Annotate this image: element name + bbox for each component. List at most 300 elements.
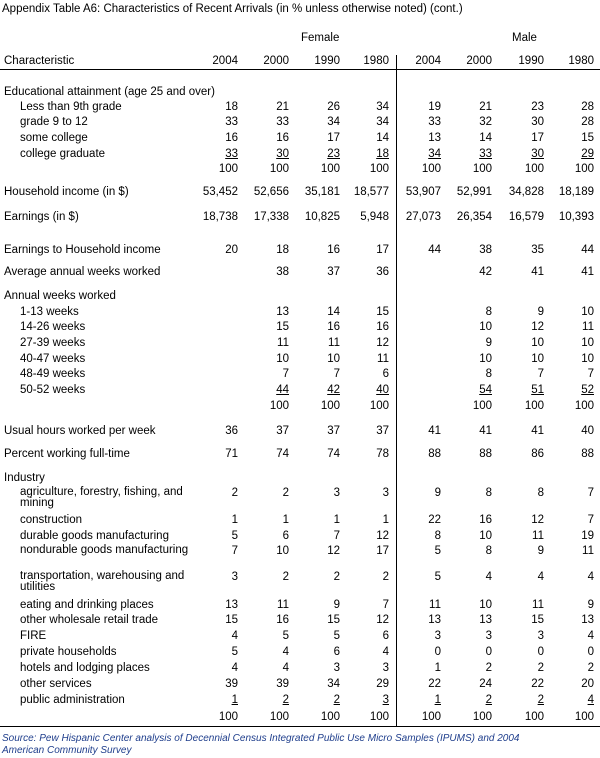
table-cell: 14 [376, 132, 389, 144]
table-cell: 9 [587, 599, 594, 611]
column-header-year: 1980 [568, 55, 594, 67]
table-cell: 2 [282, 571, 289, 583]
table-cell: 14 [479, 132, 492, 144]
table-cell: 16 [327, 244, 340, 256]
table-cell: 15 [225, 614, 238, 626]
table-cell: 17,338 [253, 211, 289, 223]
table-cell: 18,189 [558, 186, 594, 198]
table-cell: 100 [472, 163, 492, 175]
table-cell: 42 [327, 384, 340, 396]
table-cell: 2 [485, 662, 492, 674]
table-cell: 10 [479, 530, 492, 542]
source-note: Source: Pew Hispanic Center analysis of Decennial Census Integrated Public Use Micro Samples (IPUMS) and 2004 American Community Survey [2, 733, 520, 756]
table-row [0, 514, 600, 528]
table-row [0, 368, 600, 382]
row-label: eating and drinking places [20, 599, 154, 611]
table-cell: 86 [531, 448, 544, 460]
table-cell: 100 [369, 400, 389, 412]
table-row [0, 148, 600, 162]
table-cell: 100 [524, 163, 544, 175]
table-cell: 71 [225, 448, 238, 460]
table-cell: 12 [376, 614, 389, 626]
table-cell: 38 [479, 244, 492, 256]
table-cell: 8 [434, 530, 441, 542]
table-cell: 24 [479, 678, 492, 690]
table-cell: 20 [225, 244, 238, 256]
table-cell: 39 [225, 678, 238, 690]
table-row [0, 211, 600, 225]
table-cell: 53,452 [202, 186, 238, 198]
table-cell: 34,828 [508, 186, 544, 198]
table-cell: 33 [276, 116, 289, 128]
table-row [0, 530, 600, 544]
table-cell: 30 [276, 148, 289, 160]
table-cell: 10 [479, 599, 492, 611]
table-cell: 37 [276, 425, 289, 437]
table-cell: 5 [231, 646, 238, 658]
table-cell: 3 [231, 571, 238, 583]
table-cell: 8 [485, 545, 492, 557]
table-cell: 11 [582, 545, 594, 557]
table-cell: 4 [587, 694, 594, 706]
table-row [0, 662, 600, 676]
table-cell: 100 [472, 711, 492, 723]
table-cell: 33 [479, 148, 492, 160]
table-row [0, 186, 600, 200]
table-row [0, 448, 600, 462]
table-cell: 6 [382, 368, 389, 380]
table-cell: 10 [581, 353, 594, 365]
table-row [0, 132, 600, 146]
table-cell: 10 [581, 337, 594, 349]
table-cell: 4 [231, 662, 238, 674]
table-cell: 44 [276, 384, 289, 396]
table-cell: 4 [231, 630, 238, 642]
row-label: Annual weeks worked [4, 290, 116, 302]
table-cell: 37 [327, 425, 340, 437]
row-label: 50-52 weeks [20, 384, 86, 396]
table-cell: 10 [327, 353, 340, 365]
table-cell: 29 [581, 148, 594, 160]
row-label: Earnings (in $) [4, 211, 79, 223]
table-cell: 10 [276, 353, 289, 365]
table-cell: 33 [225, 148, 238, 160]
table-cell: 7 [587, 487, 594, 499]
table-cell: 100 [421, 163, 441, 175]
table-cell: 0 [485, 646, 492, 658]
table-cell: 28 [581, 116, 594, 128]
table-cell: 15 [581, 132, 594, 144]
table-cell: 3 [382, 662, 389, 674]
row-label: transportation, warehousing and utilities [20, 570, 185, 593]
table-cell: 1 [382, 514, 389, 526]
table-cell: 8 [537, 487, 544, 499]
table-cell: 100 [574, 711, 594, 723]
table-cell: 4 [282, 646, 289, 658]
table-cell: 2 [333, 694, 340, 706]
table-cell: 10 [531, 337, 544, 349]
table-cell: 13 [428, 614, 441, 626]
table-cell: 18,577 [353, 186, 389, 198]
table-cell: 100 [269, 400, 289, 412]
row-label: public administration [20, 694, 125, 706]
table-cell: 12 [376, 337, 389, 349]
column-header-year: 2000 [263, 55, 289, 67]
table-cell: 11 [377, 353, 389, 365]
table-row [0, 321, 600, 335]
table-cell: 19 [581, 530, 594, 542]
table-cell: 11 [582, 321, 594, 333]
table-cell: 9 [333, 599, 340, 611]
row-label: Earnings to Household income [4, 244, 161, 256]
table-cell: 4 [382, 646, 389, 658]
table-cell: 51 [531, 384, 544, 396]
table-cell: 11 [277, 337, 289, 349]
table-cell: 19 [428, 101, 441, 113]
table-cell: 74 [276, 448, 289, 460]
table-cell: 39 [276, 678, 289, 690]
table-cell: 4 [485, 571, 492, 583]
table-cell: 100 [524, 711, 544, 723]
table-row [0, 472, 600, 486]
table-cell: 12 [531, 321, 544, 333]
table-cell: 35 [531, 244, 544, 256]
table-row [0, 694, 600, 708]
table-cell: 100 [574, 400, 594, 412]
table-cell: 18 [376, 148, 389, 160]
table-cell: 100 [472, 400, 492, 412]
table-cell: 5 [282, 630, 289, 642]
table-cell: 9 [537, 545, 544, 557]
table-cell: 3 [382, 694, 389, 706]
table-cell: 10 [479, 353, 492, 365]
table-cell: 8 [485, 368, 492, 380]
table-cell: 16 [225, 132, 238, 144]
table-cell: 16 [276, 614, 289, 626]
table-cell: 7 [382, 599, 389, 611]
table-cell: 12 [531, 514, 544, 526]
table-cell: 37 [327, 266, 340, 278]
row-label: Educational attainment (age 25 and over) [4, 86, 215, 98]
table-cell: 34 [428, 148, 441, 160]
row-label: agriculture, forestry, fishing, and mining [20, 486, 183, 509]
row-label: durable goods manufacturing [20, 530, 169, 542]
table-cell: 21 [276, 101, 289, 113]
table-cell: 7 [587, 514, 594, 526]
table-cell: 0 [587, 646, 594, 658]
table-cell: 38 [276, 266, 289, 278]
table-cell: 18 [276, 244, 289, 256]
table-cell: 7 [333, 368, 340, 380]
table-cell: 3 [382, 487, 389, 499]
table-cell: 14 [327, 306, 340, 318]
table-cell: 41 [428, 425, 441, 437]
table-cell: 15 [276, 321, 289, 333]
row-label: private households [20, 646, 117, 658]
table-row [0, 678, 600, 692]
table-cell: 1 [434, 694, 441, 706]
table-cell: 2 [282, 694, 289, 706]
table-cell: 53,907 [405, 186, 441, 198]
table-cell: 74 [327, 448, 340, 460]
table-bottom-rule [0, 726, 600, 727]
table-row [0, 244, 600, 258]
table-cell: 16 [376, 321, 389, 333]
table-cell: 100 [269, 711, 289, 723]
table-cell: 2 [282, 487, 289, 499]
table-cell: 10 [479, 321, 492, 333]
table-row [0, 353, 600, 367]
table-cell: 4 [587, 571, 594, 583]
table-cell: 26,354 [456, 211, 492, 223]
table-cell: 6 [333, 646, 340, 658]
table-cell: 22 [428, 678, 441, 690]
table-cell: 10 [531, 353, 544, 365]
table-cell: 10 [276, 545, 289, 557]
table-cell: 1 [333, 514, 340, 526]
table-row [0, 570, 600, 593]
table-row [0, 266, 600, 280]
table-row [0, 384, 600, 398]
row-label: grade 9 to 12 [20, 116, 88, 128]
table-cell: 11 [532, 599, 544, 611]
table-title: Appendix Table A6: Characteristics of Recent Arrivals (in % unless otherwise noted) (cont.) [2, 3, 463, 15]
table-cell: 41 [531, 425, 544, 437]
column-header-year: 1990 [314, 55, 340, 67]
table-cell: 7 [587, 368, 594, 380]
table-cell: 1 [231, 694, 238, 706]
table-cell: 3 [485, 630, 492, 642]
row-label: 14-26 weeks [20, 321, 86, 333]
table-cell: 9 [434, 487, 441, 499]
table-cell: 8 [485, 306, 492, 318]
table-cell: 3 [434, 630, 441, 642]
table-cell: 1 [231, 514, 238, 526]
table-cell: 21 [479, 101, 492, 113]
table-cell: 100 [369, 163, 389, 175]
table-cell: 88 [581, 448, 594, 460]
table-row [0, 116, 600, 130]
table-cell: 41 [479, 425, 492, 437]
table-cell: 52,991 [456, 186, 492, 198]
table-cell: 36 [376, 266, 389, 278]
row-label: Usual hours worked per week [4, 425, 156, 437]
table-cell: 40 [581, 425, 594, 437]
row-label: Percent working full-time [4, 448, 130, 460]
row-label: 1-13 weeks [20, 306, 79, 318]
header-divider [0, 69, 600, 70]
table-cell: 32 [479, 116, 492, 128]
table-cell: 100 [269, 163, 289, 175]
table-cell: 100 [320, 163, 340, 175]
table-cell: 7 [333, 530, 340, 542]
column-header-row [0, 55, 600, 69]
row-label: Household income (in $) [4, 186, 129, 198]
table-cell: 40 [376, 384, 389, 396]
table-cell: 13 [428, 132, 441, 144]
table-cell: 28 [581, 101, 594, 113]
group-header-male: Male [512, 32, 537, 44]
table-cell: 44 [428, 244, 441, 256]
row-label: other services [20, 678, 92, 690]
table-row [0, 425, 600, 439]
table-cell: 100 [218, 163, 238, 175]
column-header-year: 1990 [518, 55, 544, 67]
table-cell: 9 [537, 306, 544, 318]
table-cell: 6 [382, 630, 389, 642]
table-cell: 2 [485, 694, 492, 706]
row-label: Average annual weeks worked [4, 266, 161, 278]
table-cell: 16 [327, 321, 340, 333]
table-row [0, 163, 600, 177]
table-cell: 5 [231, 530, 238, 542]
table-cell: 29 [376, 678, 389, 690]
column-header-year: 2000 [466, 55, 492, 67]
table-cell: 41 [531, 266, 544, 278]
row-label: college graduate [20, 148, 106, 160]
table-cell: 13 [479, 614, 492, 626]
table-cell: 54 [479, 384, 492, 396]
column-header-year: 2004 [415, 55, 441, 67]
table-cell: 35,181 [304, 186, 340, 198]
table-cell: 2 [231, 487, 238, 499]
table-cell: 2 [537, 662, 544, 674]
group-header-female: Female [301, 32, 340, 44]
table-cell: 3 [537, 630, 544, 642]
table-cell: 100 [218, 711, 238, 723]
table-cell: 4 [282, 662, 289, 674]
table-cell: 11 [277, 599, 289, 611]
table-cell: 41 [581, 266, 594, 278]
table-cell: 34 [376, 116, 389, 128]
table-cell: 17 [376, 545, 389, 557]
table-cell: 18 [225, 101, 238, 113]
table-cell: 33 [428, 116, 441, 128]
table-cell: 88 [479, 448, 492, 460]
table-cell: 15 [531, 614, 544, 626]
table-cell: 22 [428, 514, 441, 526]
table-cell: 5 [434, 545, 441, 557]
table-cell: 2 [333, 571, 340, 583]
table-cell: 100 [369, 711, 389, 723]
table-cell: 36 [225, 425, 238, 437]
row-label: Less than 9th grade [20, 101, 122, 113]
table-cell: 7 [537, 368, 544, 380]
table-cell: 34 [327, 678, 340, 690]
table-cell: 100 [574, 163, 594, 175]
table-cell: 13 [276, 306, 289, 318]
table-cell: 5 [434, 571, 441, 583]
table-row [0, 545, 600, 559]
table-row [0, 646, 600, 660]
table-row [0, 337, 600, 351]
table-cell: 37 [376, 425, 389, 437]
table-cell: 10,825 [304, 211, 340, 223]
row-label: some college [20, 132, 88, 144]
table-cell: 0 [434, 646, 441, 658]
row-label: FIRE [20, 630, 47, 642]
table-cell: 52 [581, 384, 594, 396]
table-cell: 11 [328, 337, 340, 349]
table-cell: 15 [327, 614, 340, 626]
table-cell: 2 [537, 694, 544, 706]
column-header-year: 1980 [363, 55, 389, 67]
table-cell: 27,073 [405, 211, 441, 223]
table-cell: 9 [485, 337, 492, 349]
table-cell: 15 [376, 306, 389, 318]
row-label: 48-49 weeks [20, 368, 86, 380]
table-cell: 78 [376, 448, 389, 460]
row-label: Industry [4, 472, 45, 484]
table-cell: 1 [434, 662, 441, 674]
table-row [0, 486, 600, 509]
table-cell: 4 [587, 630, 594, 642]
table-cell: 100 [421, 711, 441, 723]
table-cell: 26 [327, 101, 340, 113]
table-cell: 11 [429, 599, 441, 611]
table-cell: 42 [479, 266, 492, 278]
table-cell: 3 [333, 662, 340, 674]
row-label: 27-39 weeks [20, 337, 86, 349]
column-header-characteristic: Characteristic [4, 55, 75, 67]
table-cell: 10 [581, 306, 594, 318]
table-cell: 8 [485, 487, 492, 499]
table-cell: 7 [282, 368, 289, 380]
table-cell: 18,738 [202, 211, 238, 223]
table-cell: 2 [382, 571, 389, 583]
table-cell: 22 [531, 678, 544, 690]
table-row [0, 711, 600, 725]
table-cell: 17 [327, 132, 340, 144]
row-label: 40-47 weeks [20, 353, 86, 365]
table-cell: 88 [428, 448, 441, 460]
table-cell: 13 [581, 614, 594, 626]
row-label: hotels and lodging places [20, 662, 150, 674]
table-row [0, 101, 600, 115]
row-label: construction [20, 514, 83, 526]
table-cell: 2 [587, 662, 594, 674]
table-cell: 52,656 [253, 186, 289, 198]
table-cell: 5,948 [360, 211, 389, 223]
table-cell: 7 [231, 545, 238, 557]
table-cell: 44 [581, 244, 594, 256]
table-cell: 100 [320, 400, 340, 412]
table-cell: 12 [327, 545, 340, 557]
table-cell: 1 [282, 514, 289, 526]
table-cell: 13 [225, 599, 238, 611]
table-row [0, 306, 600, 320]
table-row [0, 614, 600, 628]
table-row [0, 86, 600, 100]
table-cell: 10,393 [558, 211, 594, 223]
table-cell: 5 [333, 630, 340, 642]
table-cell: 20 [581, 678, 594, 690]
row-label: nondurable goods manufacturing [20, 544, 189, 556]
table-cell: 11 [532, 530, 544, 542]
table-cell: 0 [537, 646, 544, 658]
table-cell: 33 [225, 116, 238, 128]
table-cell: 6 [282, 530, 289, 542]
table-cell: 16 [479, 514, 492, 526]
table-row [0, 599, 600, 613]
table-cell: 30 [531, 148, 544, 160]
table-cell: 17 [376, 244, 389, 256]
table-cell: 12 [376, 530, 389, 542]
table-cell: 17 [531, 132, 544, 144]
table-cell: 16,579 [508, 211, 544, 223]
table-row [0, 400, 600, 414]
table-cell: 3 [333, 487, 340, 499]
